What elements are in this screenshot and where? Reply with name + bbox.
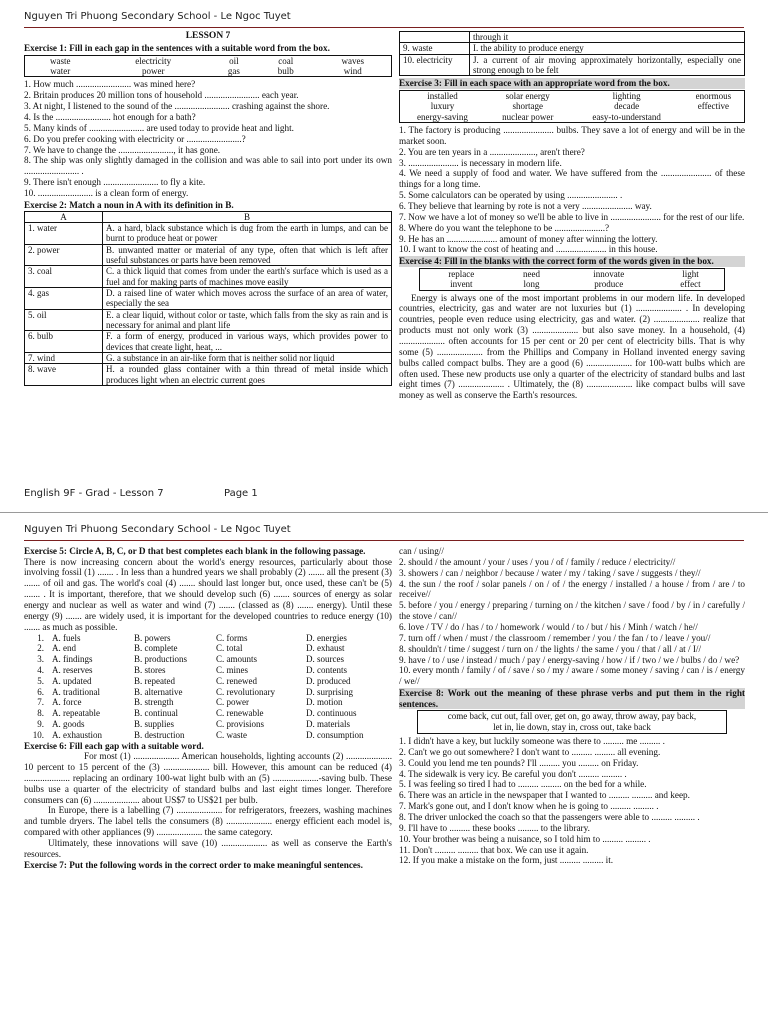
table-row bbox=[400, 54, 745, 76]
box-word: power bbox=[141, 66, 165, 77]
box-word: installed bbox=[427, 90, 458, 101]
sentence: can / using// bbox=[399, 546, 444, 556]
box-word: coal bbox=[278, 55, 294, 66]
answer-option[interactable]: A. findings bbox=[52, 654, 93, 665]
box-word: effect bbox=[680, 279, 701, 290]
exercise-5-title: Exercise 5: Circle A, B, C, or D that best completes each blank in the following passage. bbox=[24, 546, 366, 556]
sentence: 5. I was feeling so tired I had to ......... ......... on the bed for a while. bbox=[399, 779, 647, 790]
option-row bbox=[24, 676, 392, 687]
box-word: decade bbox=[614, 101, 640, 112]
sentence: 8. The ship was only slightly damaged in the collision and was able to sail into port under its own ........................ . bbox=[24, 155, 392, 177]
box-word bbox=[683, 112, 744, 122]
box-word: replace bbox=[448, 268, 475, 279]
sentence: 3. Could you lend me ten pounds? I'll ......... you ......... on Friday. bbox=[399, 757, 639, 768]
definition-cell: C. a thick liquid that comes from under the earth's surface which is used as a fuel and for making parts of machines move easily bbox=[103, 266, 392, 288]
sentence: 7. turn off / when / must / the classroom / remember / you / the fan / to / leave / you// bbox=[399, 632, 711, 643]
box-word: energy-saving bbox=[417, 111, 468, 122]
answer-option[interactable]: A. traditional bbox=[52, 686, 100, 697]
answer-option[interactable]: D. materials bbox=[306, 718, 350, 729]
answer-option[interactable]: A. force bbox=[52, 697, 82, 708]
box-word: gas bbox=[227, 66, 240, 77]
column-b-header: B bbox=[103, 211, 392, 222]
table-row bbox=[400, 43, 745, 54]
sentence: 5. Many kinds of ........................ are used today to provide heat and light. bbox=[24, 122, 294, 133]
definition-cell: through it bbox=[470, 32, 745, 43]
answer-option[interactable]: B. productions bbox=[134, 654, 187, 665]
lesson-title: LESSON 7 bbox=[185, 31, 231, 41]
box-word: shortage bbox=[512, 101, 543, 112]
answer-option[interactable]: C. provisions bbox=[216, 718, 265, 729]
box-word: water bbox=[50, 66, 71, 77]
answer-option[interactable]: A. repeatable bbox=[52, 708, 100, 719]
answer-option[interactable]: D. surprising bbox=[306, 686, 353, 697]
exercise-4-passage: Energy is always one of the most important problems in our modern life. In developed countries, electricity, gas and water are not luxuries but (1) .................... . In developing countries, people even reduce using electricity, gas and water. (2) .................... realize that products must not only work (3) .................... but also save money. In a household, (4) .................... often accounts for 15 per cent or 20 per cent of electricity bills. That is why some (5) .................... from the Phillips and Company in Holland invented energy saving bulbs called compact bulbs. They are a good (6) .................... for 100-watt bulbs which are often used. These new products use only a quarter of the electricity of standard bulbs and last eight times (7) .................... . Ultimately, the (8) .................... like compact bulbs will save money as well as conserve the Earth's resources. bbox=[399, 292, 745, 401]
noun-cell: 9. waste bbox=[400, 43, 470, 54]
option-number: 6. bbox=[37, 686, 44, 697]
noun-cell bbox=[400, 32, 470, 43]
box-word: solar energy bbox=[505, 90, 550, 101]
box-word: easy-to-understand bbox=[592, 111, 661, 122]
sentence: 8. shouldn't / time / suggest / turn on / the lights / the same / you / that / all / at / I// bbox=[399, 643, 702, 654]
box-word: wind bbox=[343, 66, 362, 77]
answer-option[interactable]: C. mines bbox=[216, 664, 249, 675]
box-word: bulb bbox=[277, 66, 294, 77]
exercise-6-paragraph-1: For most (1) .................... American households, lighting accounts (2) .................... 10 percent to 15 percent of the (3) .................... bill. However, this amount can be reduced (4) .................... replacing an ordinary 100-wat light bulb with an (5) ....................-saving bulb. These bulbs use a quarter of the electricity of standard bulbs and last eight times longer. Therefore consumers can (6) .................... about US$7 to US$21 per bulb. bbox=[24, 751, 392, 805]
noun-cell: 10. electricity bbox=[400, 54, 470, 76]
column-a-header: A bbox=[25, 211, 103, 222]
answer-option[interactable]: A. fuels bbox=[52, 632, 81, 643]
box-word: waves bbox=[341, 55, 365, 66]
sentence: 3. showers / can / neighbor / because / water / my / taking / save / suggests / they// bbox=[399, 567, 701, 578]
table-row bbox=[25, 266, 392, 288]
exercise-8-phrase-box bbox=[417, 710, 727, 734]
page-header: Nguyen Tri Phuong Secondary School - Le Ngoc Tuyet bbox=[24, 524, 291, 535]
sentence: 5. before / you / energy / preparing / turning on / the kitchen / save / food / by / in / carefully / the stove / can// bbox=[399, 600, 745, 622]
noun-cell: 8. wave bbox=[25, 364, 103, 386]
option-row bbox=[24, 654, 392, 665]
noun-cell: 1. water bbox=[25, 222, 103, 244]
answer-option[interactable]: C. amounts bbox=[216, 654, 258, 665]
answer-option[interactable]: C. renewable bbox=[216, 708, 264, 719]
page-2 bbox=[0, 512, 768, 1024]
answer-option[interactable]: D. sources bbox=[306, 654, 344, 665]
sentence: 4. the sun / the roof / solar panels / on / of / the energy / installed / a house / from / are / to receive// bbox=[399, 578, 745, 600]
table-row bbox=[25, 222, 392, 244]
definition-cell: D. a raised line of water which moves across the surface of an area of water, especially the sea bbox=[103, 287, 392, 309]
sentence: 6. love / TV / do / has / to / homework / would / to / but / his / Minh / watch / he// bbox=[399, 622, 698, 633]
answer-option[interactable]: B. destruction bbox=[134, 729, 185, 740]
option-row bbox=[24, 730, 392, 741]
footer-page-number: Page 1 bbox=[224, 488, 258, 499]
page-footer bbox=[24, 488, 724, 500]
sentence: 7. Now we have a lot of money so we'll be able to live in ...................... for the rest of our life. bbox=[399, 211, 745, 222]
table-row bbox=[25, 331, 392, 353]
sentence: 12. If you make a mistake on the form, just ......... ......... it. bbox=[399, 855, 614, 866]
answer-option[interactable]: A. reserves bbox=[52, 664, 93, 675]
box-word: light bbox=[682, 268, 699, 279]
box-word: oil bbox=[229, 55, 239, 66]
sentence: 10. ........................ is a clean form of energy. bbox=[24, 188, 189, 199]
right-column bbox=[399, 546, 745, 1024]
sentence: 4. Is the ........................ hot enough for a bath? bbox=[24, 112, 196, 123]
sentence: 10. every month / family / of / save / so / my / aware / some money / saving / can / is / energy / we// bbox=[399, 665, 745, 687]
sentence: 7. Mark's gone out, and I don't know when he is going to ......... ......... . bbox=[399, 801, 659, 812]
sentence: 6. Do you prefer cooking with electricity or ........................? bbox=[24, 133, 246, 144]
sentence: 9. have / to / use / instead / much / pay / energy-saving / how / if / two / we / bulbs / do / we? bbox=[399, 654, 740, 665]
left-column bbox=[24, 546, 392, 1024]
option-row bbox=[24, 719, 392, 730]
answer-option[interactable]: D. produced bbox=[306, 675, 351, 686]
box-word: long bbox=[523, 279, 540, 290]
answer-option[interactable]: B. powers bbox=[134, 632, 171, 643]
sentence: 9. He has an ...................... amount of money after winning the lottery. bbox=[399, 233, 658, 244]
phrase-box-line: let in, lie down, stay in, cross out, take back bbox=[493, 722, 651, 733]
option-row bbox=[24, 708, 392, 719]
noun-cell: 3. coal bbox=[25, 266, 103, 288]
sentence: 1. How much ........................ was mined here? bbox=[24, 79, 196, 90]
sentence: 5. Some calculators can be operated by using ...................... . bbox=[399, 190, 623, 201]
table-row bbox=[25, 352, 392, 363]
sentence: 9. There isn't enough ........................ to fly a kite. bbox=[24, 177, 206, 188]
exercise-6-paragraph-2: In Europe, there is a labelling (7) .................... for refrigerators, freezers, washing machines and tumble dryers. The label tells the consumers (8) .................... energy efficient each model is, compared with other appliances (9) .................... the same category. bbox=[24, 805, 392, 838]
exercise-4-word-box bbox=[419, 268, 725, 291]
answer-option[interactable]: B. strength bbox=[134, 697, 174, 708]
answer-option[interactable]: C. renewed bbox=[216, 675, 257, 686]
sentence: 2. Britain produces 20 million tons of household ........................ each year. bbox=[24, 90, 299, 101]
answer-option[interactable]: B. continual bbox=[134, 708, 178, 719]
exercise-6-paragraph-3: Ultimately, these innovations will save (10) .................... as well as conserve the Earth's resources. bbox=[24, 838, 392, 859]
option-number: 2. bbox=[37, 643, 44, 654]
definition-cell: B. unwanted matter or material of any type, often that which is left after useful substances or parts have been removed bbox=[103, 244, 392, 266]
option-row bbox=[24, 643, 392, 654]
answer-option[interactable]: C. power bbox=[216, 697, 249, 708]
definition-cell: E. a clear liquid, without color or taste, which falls from the sky as rain and is necessary for animal and plant life bbox=[103, 309, 392, 331]
option-number: 10. bbox=[32, 729, 44, 740]
answer-option[interactable]: A. exhaustion bbox=[52, 729, 102, 740]
sentence: 1. I didn't have a key, but luckily someone was there to ......... me ......... . bbox=[399, 735, 665, 746]
box-word: innovate bbox=[593, 268, 625, 279]
sentence: 8. Where do you want the telephone to be ......................? bbox=[399, 222, 610, 233]
box-word: luxury bbox=[430, 101, 455, 112]
sentence: 2. Can't we go out somewhere? I don't want to ......... ......... all evening. bbox=[399, 746, 661, 757]
answer-option[interactable]: D. energies bbox=[306, 632, 347, 643]
exercise-2-table bbox=[24, 211, 392, 387]
box-word: enormous bbox=[695, 90, 732, 101]
exercise-1-sentences bbox=[24, 79, 392, 198]
answer-option[interactable]: A. end bbox=[52, 643, 76, 654]
exercise-5-options bbox=[24, 633, 392, 741]
answer-option[interactable]: A. updated bbox=[52, 675, 92, 686]
definition-cell: A. a hard, black substance which is dug from the earth in lumps, and can be burnt to produce heat or power bbox=[103, 222, 392, 244]
answer-option[interactable]: D. motion bbox=[306, 697, 343, 708]
option-number: 1. bbox=[37, 632, 44, 643]
definition-cell: G. a substance in an air-like form that is neither solid nor liquid bbox=[103, 352, 392, 363]
sentence: 3. At night, I listened to the sound of the ........................ crashing against the shore. bbox=[24, 101, 330, 112]
noun-cell: 4. gas bbox=[25, 287, 103, 309]
sentence: 4. We need a supply of food and water. We have suffered from the ...................... of these things for a long time. bbox=[399, 168, 745, 190]
box-word: nuclear power bbox=[502, 111, 554, 122]
left-column bbox=[24, 31, 392, 484]
sentence: 3. ...................... is necessary in modern life. bbox=[399, 157, 562, 168]
exercise-7-title: Exercise 7: Put the following words in the correct order to make meaningful sentences. bbox=[24, 859, 363, 870]
sentence: 10. I want to know the cost of heating and ...................... in this house. bbox=[399, 244, 658, 255]
noun-cell: 2. power bbox=[25, 244, 103, 266]
exercise-8-sentences bbox=[399, 736, 745, 866]
answer-option[interactable]: D. contents bbox=[306, 664, 347, 675]
exercise-5-passage: There is now increasing concern about the world's energy resources, particularly about those involving fossil (1) ....... . In less than a hundred years we shall probably (2) ....... all the present (3) ....... of oil and gas. The world's coal (4) ....... should last longer but, once used, these can't be (5) ....... . It is important, therefore, that we should develop such (6) ....... sources of energy as solar energy and nuclear as well as water and wind (7) ....... (classed as (8) ....... energy). Until these energy (9) ....... are widely used, it is important for the developed countries to reduce energy (10) ....... as much as possible. bbox=[24, 556, 392, 632]
table-row bbox=[25, 287, 392, 309]
definition-cell: F. a form of energy, produced in various ways, which provides power to devices that create light, heat, ... bbox=[103, 331, 392, 353]
table-row bbox=[25, 309, 392, 331]
answer-option[interactable]: B. alternative bbox=[134, 686, 183, 697]
answer-option[interactable]: A. goods bbox=[52, 718, 85, 729]
definition-cell: I. the ability to produce energy bbox=[470, 43, 745, 54]
exercise-1-title: Exercise 1: Fill in each gap in the sentences with a suitable word from the box. bbox=[24, 43, 330, 54]
box-word: lighting bbox=[612, 90, 641, 101]
page-header: Nguyen Tri Phuong Secondary School - Le Ngoc Tuyet bbox=[24, 11, 291, 22]
answer-option[interactable]: C. revolutionary bbox=[216, 686, 275, 697]
option-row bbox=[24, 687, 392, 698]
option-number: 8. bbox=[37, 708, 44, 719]
answer-option[interactable]: B. complete bbox=[134, 643, 178, 654]
option-row bbox=[24, 697, 392, 708]
sentence: 2. should / the amount / your / uses / you / of / family / reduce / electricity// bbox=[399, 556, 676, 567]
sentence: 6. They believe that learning by rote is not a very ...................... way. bbox=[399, 201, 652, 211]
option-row bbox=[24, 665, 392, 676]
sentence: 10. Your brother was being a nuisance, so I told him to ......... ......... . bbox=[399, 833, 651, 844]
table-row bbox=[25, 244, 392, 266]
sentence: 8. The driver unlocked the coach so that the passengers were able to ......... ......... . bbox=[399, 811, 700, 822]
header-rule bbox=[24, 540, 744, 541]
sentence: 7. We have to change the ........................, it has gone. bbox=[24, 144, 221, 155]
option-number: 9. bbox=[37, 718, 44, 729]
header-rule bbox=[24, 27, 744, 28]
table-row bbox=[400, 32, 745, 43]
exercise-6-title: Exercise 6: Fill each gap with a suitable word. bbox=[24, 740, 204, 751]
noun-cell: 5. oil bbox=[25, 309, 103, 331]
table-row bbox=[25, 364, 392, 386]
noun-cell: 6. bulb bbox=[25, 331, 103, 353]
footer-course: English 9F - Grad - Lesson 7 bbox=[24, 488, 164, 499]
exercise-7-sentences bbox=[399, 546, 745, 687]
answer-option[interactable]: C. total bbox=[216, 643, 243, 654]
exercise-2-table-continued bbox=[399, 31, 745, 76]
definition-cell: J. a current of air moving approximately horizontally, especially one strong enough to be felt bbox=[470, 54, 745, 76]
exercise-3-word-box bbox=[399, 90, 745, 123]
answer-option[interactable]: C. waste bbox=[216, 729, 247, 740]
exercise-4-title: Exercise 4: Fill in the blanks with the correct form of the words given in the box. bbox=[399, 256, 745, 267]
exercise-3-title: Exercise 3: Fill in each space with an appropriate word from the box. bbox=[399, 78, 745, 89]
sentence: 9. I'll have to ......... these books ......... to the library. bbox=[399, 822, 590, 833]
answer-option[interactable]: B. stores bbox=[134, 664, 166, 675]
box-word: produce bbox=[594, 279, 624, 290]
option-number: 4. bbox=[37, 664, 44, 675]
right-column bbox=[399, 31, 745, 484]
option-number: 7. bbox=[37, 697, 44, 708]
exercise-2-title: Exercise 2: Match a noun in A with its definition in B. bbox=[24, 199, 234, 210]
answer-option[interactable]: D. consumption bbox=[306, 729, 364, 740]
phrase-box-line: come back, cut out, fall over, get on, go away, throw away, pay back, bbox=[447, 711, 697, 722]
sentence: 2. You are ten years in a ...................., aren't there? bbox=[399, 146, 585, 157]
sentence: 4. The sidewalk is very icy. Be careful you don't ......... ......... . bbox=[399, 768, 627, 779]
answer-option[interactable]: C. forms bbox=[216, 632, 248, 643]
option-number: 3. bbox=[37, 654, 44, 665]
box-word: electricity bbox=[135, 55, 172, 66]
box-word: need bbox=[523, 268, 541, 279]
exercise-8-title: Exercise 8: Work out the meaning of these phrase verbs and put them in the right sentences. bbox=[399, 688, 745, 709]
answer-option[interactable]: D. continuous bbox=[306, 708, 357, 719]
sentence: 1. The factory is producing ...................... bulbs. They save a lot of energy and will be in the market soon. bbox=[399, 124, 745, 146]
answer-option[interactable]: B. repeated bbox=[134, 675, 175, 686]
definition-cell: H. a rounded glass container with a thin thread of metal inside which produces light when an electric current goes bbox=[103, 364, 392, 386]
sentence: 11. Don't ......... ......... that box. We can use it again. bbox=[399, 844, 589, 855]
exercise-3-sentences bbox=[399, 125, 745, 255]
sentence: 6. There was an article in the newspaper that I wanted to ......... ......... and keep. bbox=[399, 790, 690, 801]
noun-cell: 7. wind bbox=[25, 352, 103, 363]
option-number: 5. bbox=[37, 675, 44, 686]
exercise-1-word-box bbox=[24, 55, 392, 78]
box-word: waste bbox=[50, 55, 71, 66]
box-word: invent bbox=[450, 279, 473, 290]
answer-option[interactable]: B. supplies bbox=[134, 718, 175, 729]
option-row bbox=[24, 633, 392, 644]
box-word: effective bbox=[697, 101, 730, 112]
answer-option[interactable]: D. exhaust bbox=[306, 643, 345, 654]
